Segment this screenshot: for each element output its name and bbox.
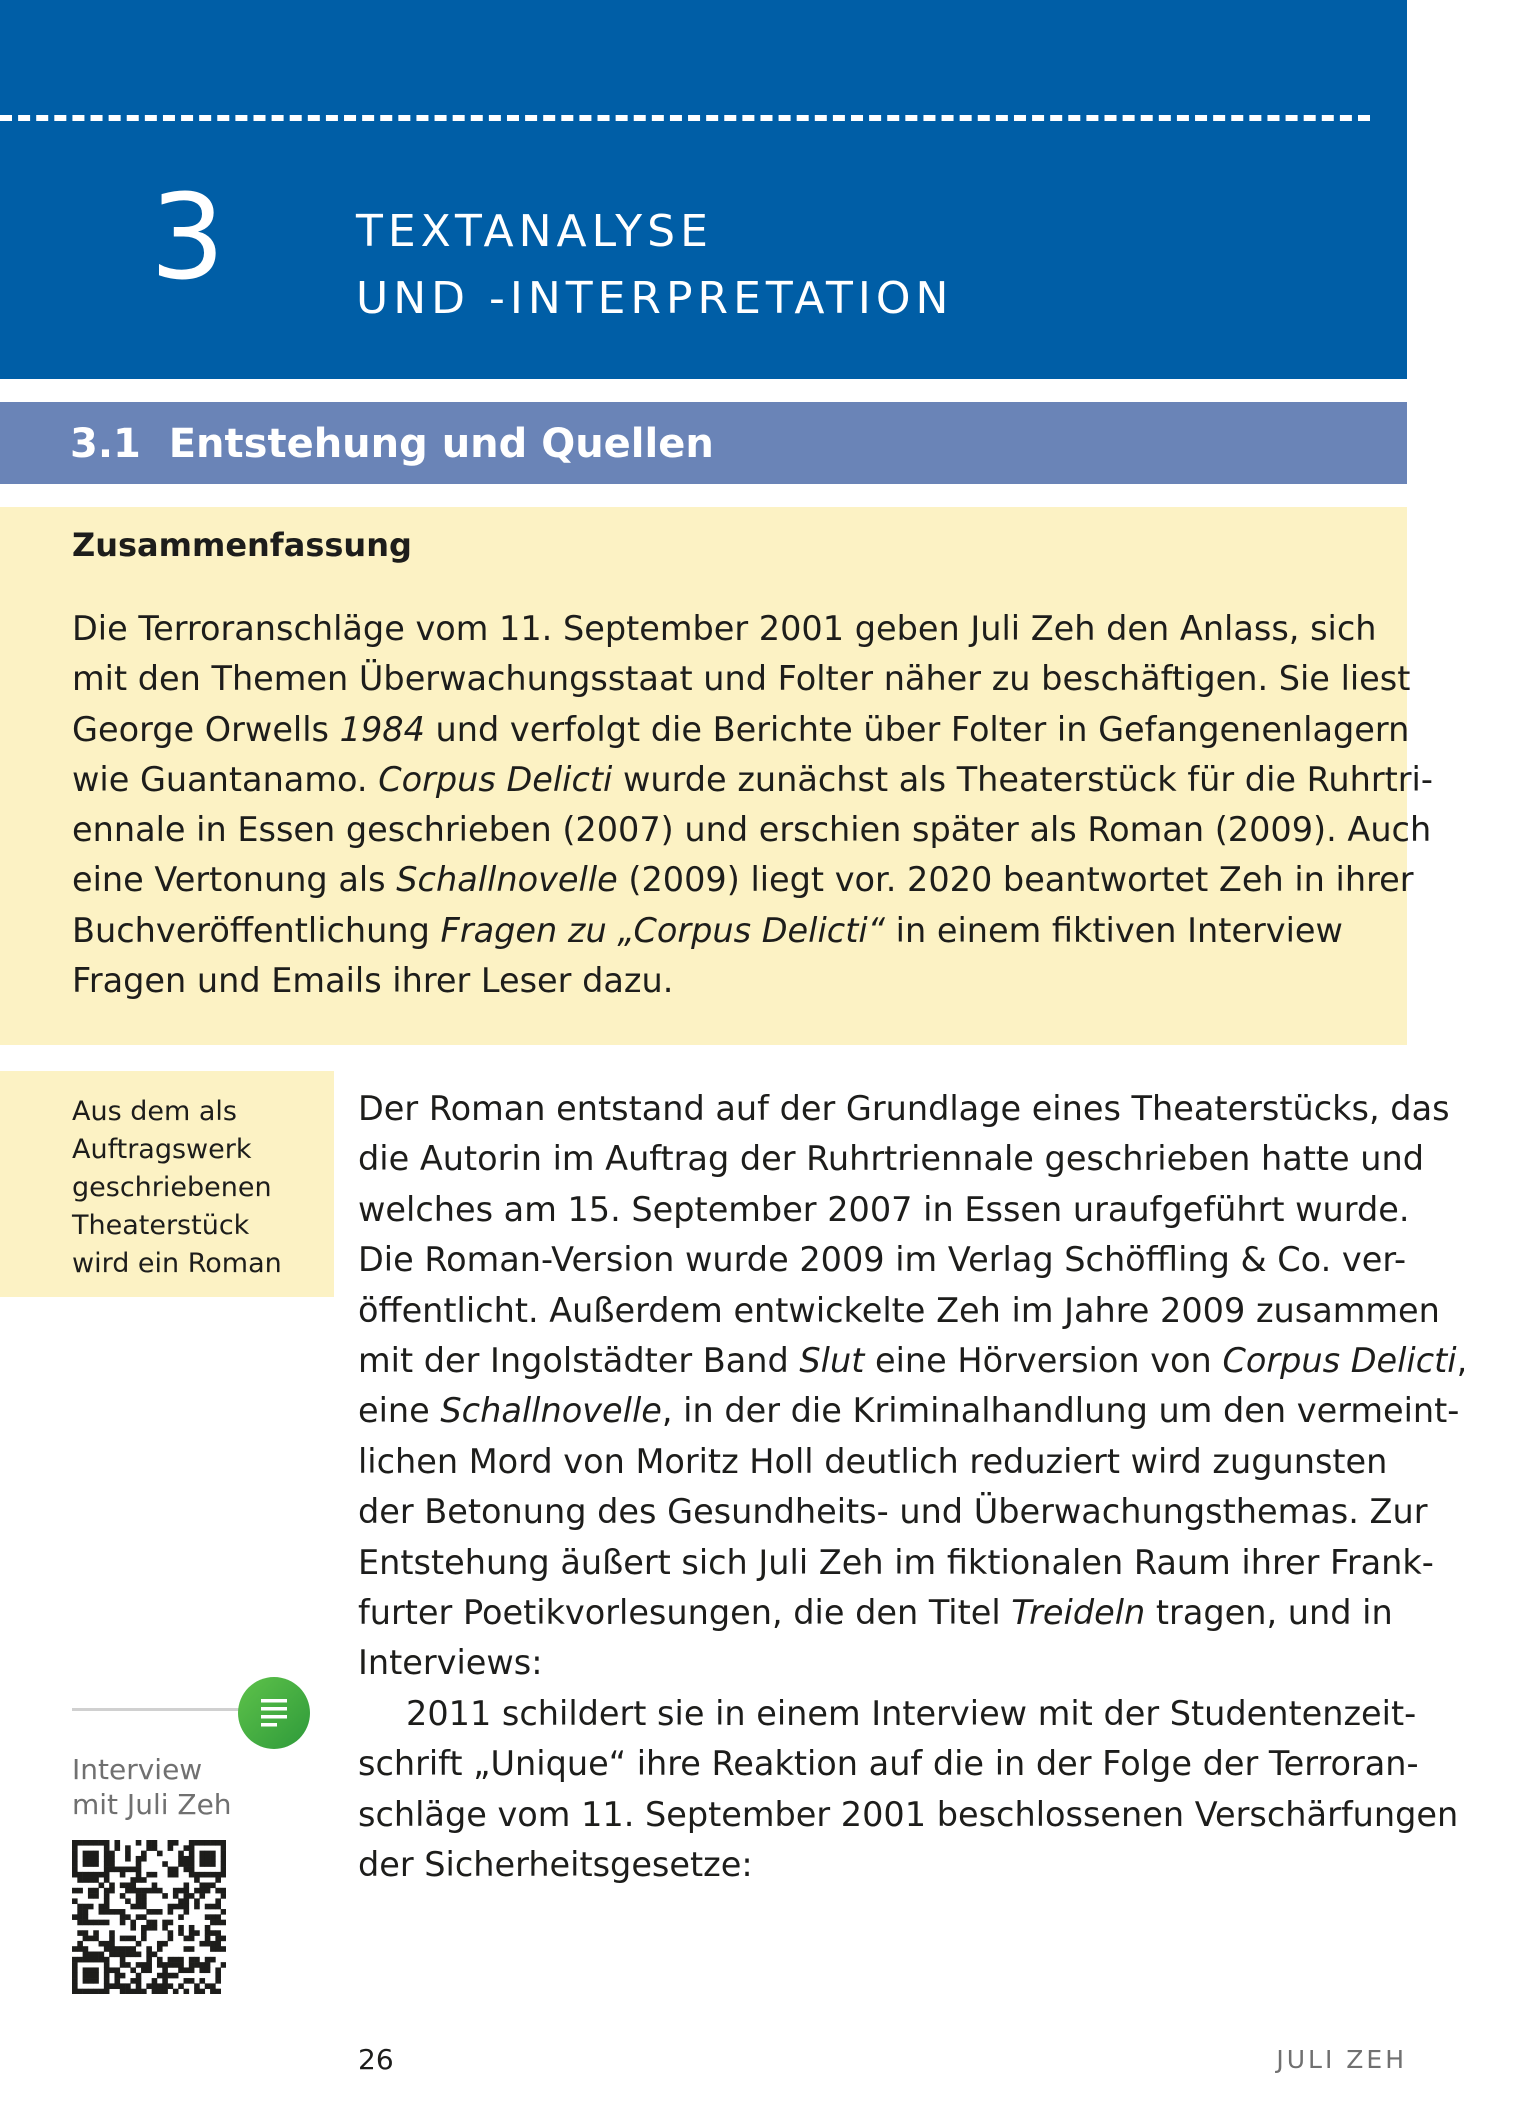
chapter-number: 3 <box>150 168 226 306</box>
body-italic-title: Treideln <box>1011 1593 1146 1633</box>
body-italic-title: Corpus Delicti <box>1222 1341 1457 1381</box>
body-text-run: lichen Mord von Moritz Holl deutlich reduziert wird zugunsten <box>358 1441 1388 1481</box>
summary-line <box>72 805 1432 855</box>
body-text-run: eine <box>358 1391 441 1431</box>
body-text-run: die Autorin im Auftrag der Ruhrtriennale geschrieben hatte und <box>358 1139 1424 1179</box>
summary-text-run: Fragen und Emails ihrer Leser dazu. <box>72 961 674 1001</box>
body-line <box>358 1437 1413 1487</box>
header-dashed-rule <box>0 115 1370 121</box>
section-number: 3.1 <box>70 421 141 467</box>
summary-text-run: Buchveröffentlichung <box>72 910 441 950</box>
body-text-run: öffentlicht. Außerdem entwickelte Zeh im Jahre 2009 zusammen <box>358 1290 1440 1330</box>
body-line <box>358 1790 1459 1840</box>
body-line <box>358 1286 1440 1336</box>
body-text-run: der Betonung des Gesundheits- und Überwachungsthemas. Zur <box>358 1492 1428 1532</box>
body-text-run: , in der die Kriminalhandlung um den vermeint- <box>661 1391 1460 1431</box>
summary-line <box>72 705 1410 755</box>
media-link-rule <box>72 1708 252 1711</box>
body-text-run: furter Poetikvorlesungen, die den Titel <box>358 1593 1012 1633</box>
body-text-run: schläge vom 11. September 2001 beschlossenen Verschärfungen <box>358 1794 1459 1834</box>
interview-link-label[interactable] <box>72 1752 232 1822</box>
summary-text-run: wie Guantanamo. <box>72 759 379 799</box>
qr-code[interactable] <box>72 1840 226 1994</box>
body-line <box>358 1386 1460 1436</box>
summary-heading: Zusammenfassung <box>72 526 412 564</box>
body-italic-title: Slut <box>799 1341 865 1381</box>
summary-text-run: in einem fiktiven Interview <box>885 910 1343 950</box>
chapter-title <box>356 198 953 332</box>
interview-label-line-2: mit Juli Zeh <box>72 1788 232 1821</box>
summary-text-run: (2009) liegt vor. 2020 beantwortet Zeh in ihrer <box>617 860 1414 900</box>
summary-italic-title: Corpus Delicti <box>378 759 613 799</box>
body-line <box>358 1638 1413 1688</box>
summary-line <box>72 755 1433 805</box>
body-line <box>358 1235 1413 1285</box>
summary-text <box>72 604 1433 1006</box>
margin-note-line: Aus dem als <box>72 1096 237 1127</box>
body-text-run: welches am 15. September 2007 in Essen uraufgeführt wurde. <box>358 1189 1410 1229</box>
section-title <box>70 419 714 469</box>
body-line <box>358 1487 1428 1537</box>
body-text-run: Die Roman-Version wurde 2009 im Verlag Schöffling & Co. ver- <box>358 1240 1407 1280</box>
summary-text-run: mit den Themen Überwachungsstaat und Folter näher zu beschäftigen. Sie liest <box>72 659 1411 699</box>
summary-text-run: ennale in Essen geschrieben (2007) und erschien später als Roman (2009). Auch <box>72 810 1432 850</box>
margin-note-line: wird ein Roman <box>72 1248 282 1279</box>
margin-note-line: geschriebenen <box>72 1172 272 1203</box>
body-line <box>358 1588 1413 1638</box>
summary-line <box>72 906 1382 956</box>
body-text-run: , <box>1456 1341 1468 1381</box>
body-line <box>358 1336 1468 1386</box>
margin-note-line: Auftragswerk <box>72 1134 252 1165</box>
body-text-run: Interviews: <box>358 1643 543 1683</box>
body-line <box>358 1084 1450 1134</box>
body-line <box>358 1538 1434 1588</box>
summary-line <box>72 654 1411 704</box>
body-line <box>358 1689 1417 1739</box>
body-line <box>358 1185 1413 1235</box>
summary-line <box>72 855 1414 905</box>
summary-text-run: Die Terroranschläge vom 11. September 2001 geben Juli Zeh den Anlass, sich <box>72 609 1377 648</box>
body-line <box>358 1134 1424 1184</box>
summary-line <box>72 604 1382 654</box>
body-text <box>358 1084 1468 1891</box>
body-line <box>358 1840 1413 1890</box>
summary-italic-title: 1984 <box>339 709 425 749</box>
body-text-run: Der Roman entstand auf der Grundlage eines Theaterstücks, das <box>358 1089 1450 1128</box>
page-number: 26 <box>358 2043 394 2076</box>
chapter-title-line-2: UND -INTERPRETATION <box>356 273 954 324</box>
body-text-run: Entstehung äußert sich Juli Zeh im fiktionalen Raum ihrer Frank- <box>358 1542 1434 1582</box>
body-text-run: schrift „Unique“ ihre Reaktion auf die in der Folge der Terroran- <box>358 1744 1419 1784</box>
summary-italic-title: Fragen zu „Corpus Delicti“ <box>440 910 885 950</box>
document-icon[interactable] <box>238 1677 310 1749</box>
margin-note-line: Theaterstück <box>72 1210 250 1241</box>
summary-text-run: und verfolgt die Berichte über Folter in Gefangenenlagern <box>424 709 1410 749</box>
body-text-run: mit der Ingolstädter Band <box>358 1341 800 1381</box>
summary-line <box>72 956 1382 1006</box>
body-line <box>358 1739 1419 1789</box>
summary-text-run: eine Vertonung als <box>72 860 397 900</box>
summary-text-run: wurde zunächst als Theaterstück für die Ruhrtri- <box>612 759 1433 799</box>
body-text-run: tragen, und in <box>1145 1593 1393 1633</box>
body-text-run: der Sicherheitsgesetze: <box>358 1845 753 1885</box>
section-title-text: Entstehung und Quellen <box>168 421 714 467</box>
interview-label-line-1: Interview <box>72 1753 203 1786</box>
chapter-title-line-1: TEXTANALYSE <box>356 206 713 257</box>
summary-italic-title: Schallnovelle <box>396 860 618 900</box>
body-text-run: 2011 schildert sie in einem Interview mit der Studentenzeit- <box>406 1693 1417 1733</box>
margin-note-text <box>72 1093 282 1283</box>
body-italic-title: Schallnovelle <box>440 1391 662 1431</box>
summary-text-run: George Orwells <box>72 709 340 749</box>
body-text-run: eine Hörversion von <box>864 1341 1223 1381</box>
running-footer: JULI ZEH <box>1276 2045 1407 2074</box>
